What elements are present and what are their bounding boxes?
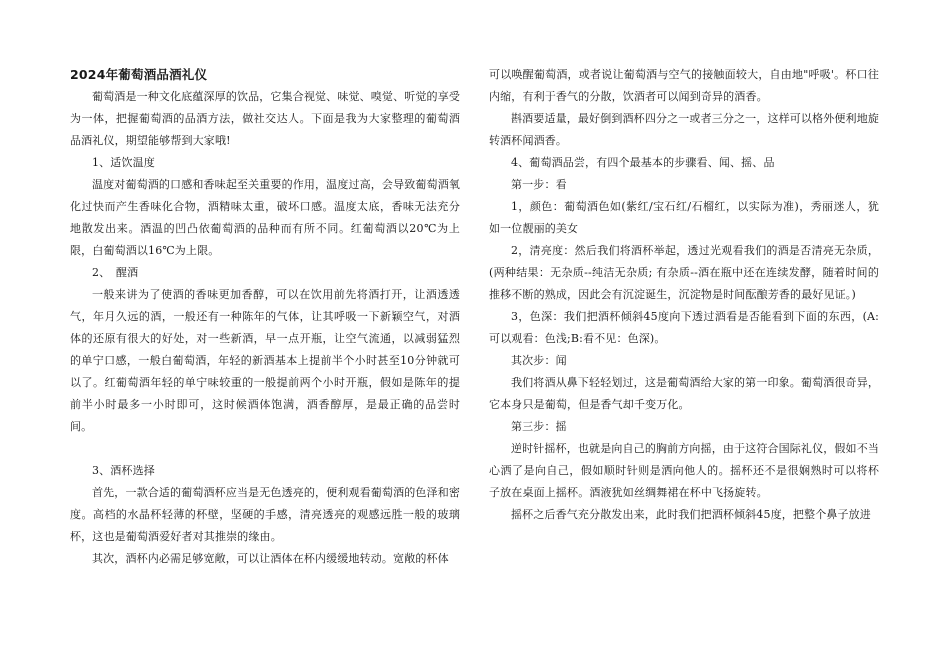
paragraph-swirl-continued: 摇杯之后香气充分散发出来，此时我们把酒杯倾斜45度，把整个鼻子放进 (511, 508, 871, 521)
left-column (70, 64, 460, 570)
paragraph-clarity: 2，清亮度：然后我们将酒杯举起，透过光观看我们的酒是否清亮无杂质，(两种结果：无杂质--纯洁无杂质; 有杂质--酒在瓶中还在连续发酵，随着时间的推移不断的熟成，因此会有沉淀诞生，沉淀物是时间酝酿芳香的最好见证。) (489, 244, 879, 301)
section-heading-glass: 3、酒杯选择 (92, 464, 155, 477)
paragraph-smell: 我们将酒从鼻下轻轻划过，这是葡萄酒给大家的第一印象。葡萄酒很奇异，它本身只是葡萄，但是香气却千变万化。 (489, 376, 879, 411)
section-heading-decanting: 2、 醒酒 (92, 266, 139, 279)
right-column (489, 64, 879, 526)
step-heading-smell: 其次步：闻 (511, 354, 567, 367)
paragraph-glass-2: 其次，酒杯内必需足够宽敞，可以让酒体在杯内缓缓地转动。宽敞的杯体 (92, 552, 449, 565)
paragraph-glass-1: 首先，一款合适的葡萄酒杯应当是无色透亮的，便利观看葡萄酒的色泽和密度。高档的水晶杯轻薄的杯壁，坚硬的手感，清亮透亮的观感远胜一般的玻璃杯，这也是葡萄酒爱好者对其推崇的缘由。 (70, 486, 460, 543)
document-title: 2024年葡萄酒品酒礼仪 (70, 67, 208, 82)
paragraph-intro: 葡萄酒是一种文化底蕴深厚的饮品，它集合视觉、味觉、嗅觉、听觉的享受为一体，把握葡萄酒的品酒方法，做社交达人。下面是我为大家整理的葡萄酒品酒礼仪，期望能够帮到大家哦! (70, 90, 460, 147)
paragraph-glass-continued: 可以唤醒葡萄酒，或者说让葡萄酒与空气的接触面较大，自由地"呼吸'。杯口往内缩，有利于香气的分散，饮酒者可以闻到奇异的酒香。 (489, 68, 879, 103)
step-heading-swirl: 第三步：摇 (511, 420, 567, 433)
section-heading-temperature: 1、适饮温度 (92, 156, 155, 169)
step-heading-look: 第一步：看 (511, 178, 567, 191)
paragraph-temperature: 温度对葡萄酒的口感和香味起至关重要的作用，温度过高，会导致葡萄酒氧化过快而产生香味化合物，酒精味太重，破坏口感。温度太底，香味无法充分地散发出来。酒温的凹凸依葡萄酒的品种而有所不同。红葡萄酒以20℃为上限，白葡萄酒以16℃为上限。 (70, 178, 460, 257)
paragraph-swirl: 逆时针摇杯，也就是向自己的胸前方向摇，由于这符合国际礼仪，假如不当心洒了是向自己，假如顺时针则是洒向他人的。摇杯还不是很娴熟时可以将杯子放在桌面上摇杯。酒液犹如丝绸舞裙在杯中飞扬旋转。 (489, 442, 879, 499)
section-heading-tasting: 4、葡萄酒品尝，有四个最基本的步骤看、闻、摇、品 (511, 156, 775, 169)
paragraph-pouring: 斟酒要适量，最好倒到酒杯四分之一或者三分之一，这样可以格外便利地旋转酒杯闻酒香。 (489, 112, 879, 147)
paragraph-decanting: 一般来讲为了使酒的香味更加香醇，可以在饮用前先将酒打开，让酒透透气，年月久远的酒，一般还有一种陈年的气体，让其呼吸一下新颖空气，对酒体的还原有很大的好处，对一些新酒，早一点开瓶，让空气流通，以减弱猛烈的单宁口感，一般白葡萄酒，年轻的新酒基本上提前半个小时甚至10分钟就可以了。红葡萄酒年轻的单宁味较重的一般提前两个小时开瓶，假如是陈年的提前半小时最多一小时即可，这时候酒体饱满，酒香醇厚，是最正确的品尝时间。 (70, 288, 460, 433)
paragraph-depth: 3，色深：我们把酒杯倾斜45度向下透过酒看是否能看到下面的东西，(A:可以观看：色浅;B:看不见：色深)。 (489, 310, 879, 345)
paragraph-color: 1，颜色：葡萄酒色如(紫红/宝石红/石榴红，以实际为准)，秀丽迷人，犹如一位靓丽的美女 (489, 200, 879, 235)
